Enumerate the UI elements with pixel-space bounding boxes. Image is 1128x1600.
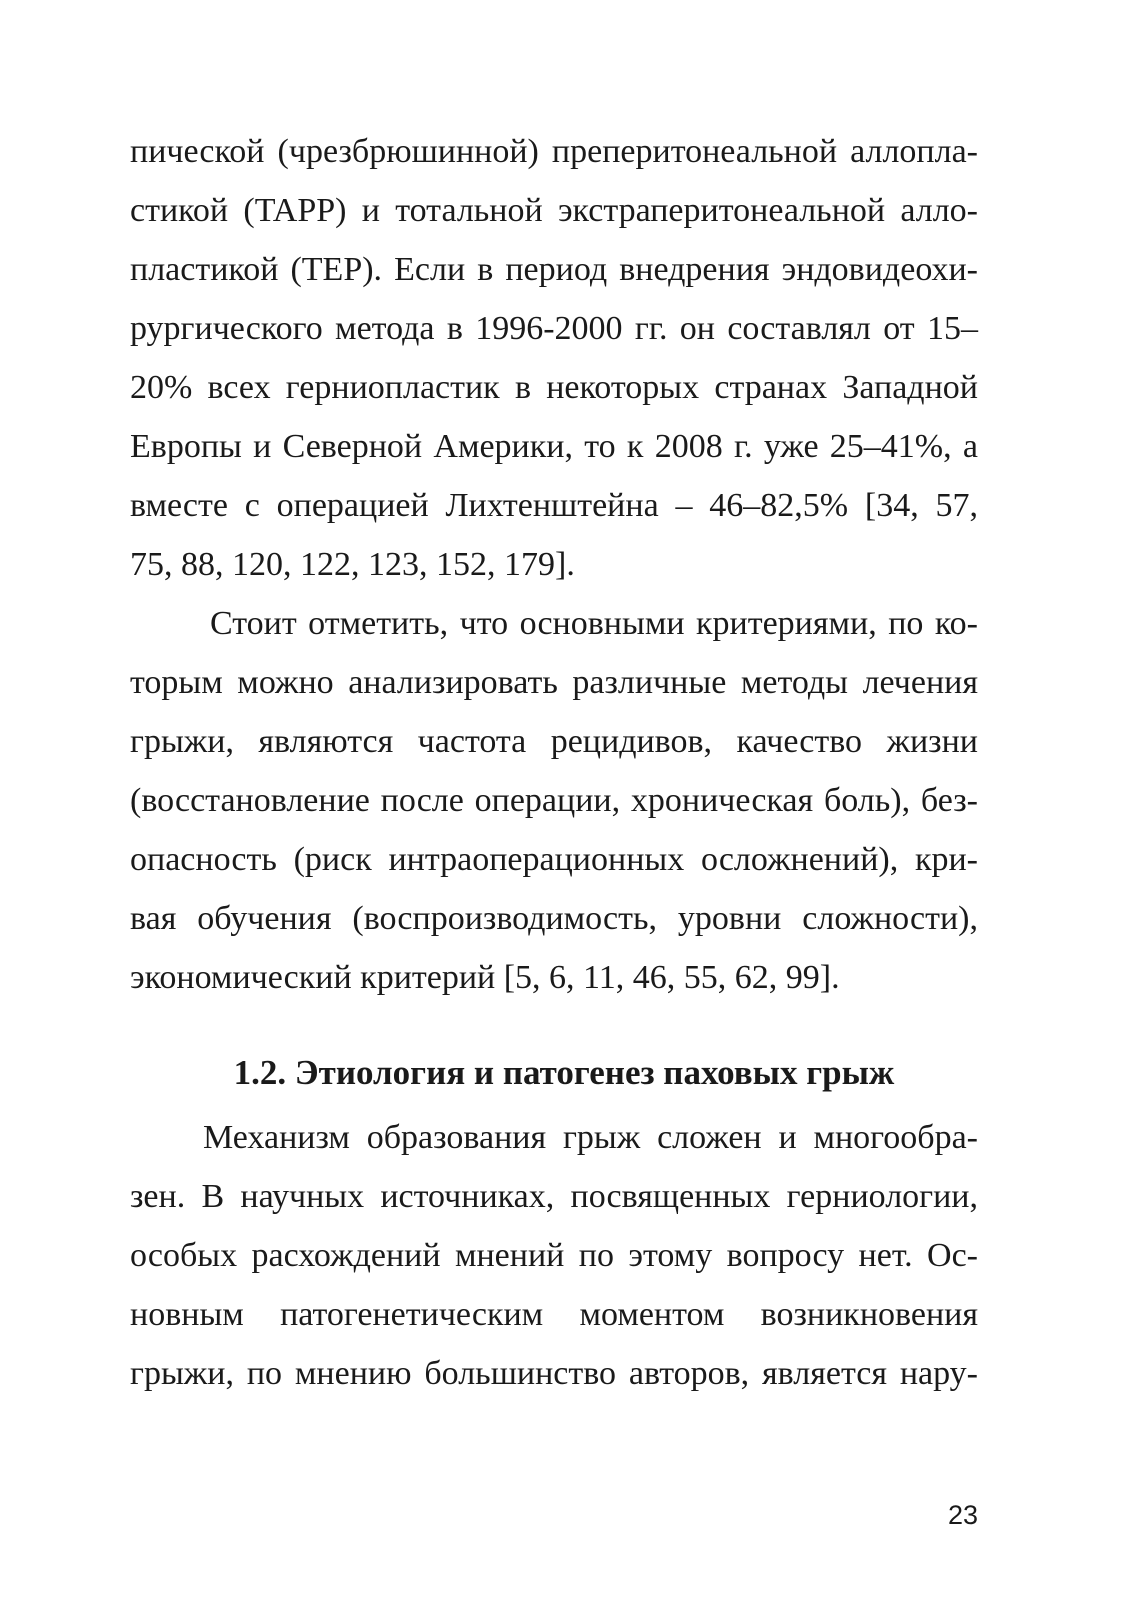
- text-line: зен. В научных источниках, посвященных герниологии,: [130, 1178, 978, 1215]
- text-line: торым можно анализировать различные методы лечения: [130, 664, 978, 701]
- text-line: грыжи, по мнению большинство авторов, является нару-: [130, 1355, 978, 1392]
- text-line: стикой (TAPP) и тотальной экстраперитонеальной алло-: [130, 192, 978, 229]
- text-line: грыжи, являются частота рецидивов, качество жизни: [130, 723, 978, 760]
- text-line: опасность (риск интраоперационных осложнений), кри-: [130, 841, 978, 878]
- section-heading: 1.2. Этиология и патогенез паховых грыж: [233, 1053, 895, 1092]
- page-number: 23: [947, 1500, 978, 1530]
- text-line: Европы и Северной Америки, то к 2008 г. уже 25–41%, а: [130, 428, 978, 465]
- text-line: 20% всех герниопластик в некоторых странах Западной: [130, 369, 978, 406]
- text-line: особых расхождений мнений по этому вопросу нет. Ос-: [130, 1237, 978, 1274]
- text-line: вая обучения (воспроизводимость, уровни сложности),: [130, 900, 978, 937]
- text-line: пической (чрезбрюшинной) преперитонеальной аллопла-: [130, 133, 978, 170]
- text-line: экономический критерий [5, 6, 11, 46, 55, 62, 99].: [130, 959, 840, 996]
- text-line: (восстановление после операции, хроническая боль), без-: [130, 782, 978, 819]
- text-line: новным патогенетическим моментом возникновения: [130, 1296, 978, 1333]
- text-line: Механизм образования грыж сложен и многообра-: [203, 1119, 978, 1156]
- text-line: вместе с операцией Лихтенштейна – 46–82,5% [34, 57,: [130, 487, 978, 524]
- text-line: Стоит отметить, что основными критериями, по ко-: [210, 605, 978, 642]
- text-line: 75, 88, 120, 122, 123, 152, 179].: [130, 546, 575, 583]
- text-line: пластикой (TEP). Если в период внедрения эндовидеохи-: [130, 251, 978, 288]
- text-line: рургического метода в 1996-2000 гг. он составлял от 15–: [130, 310, 978, 347]
